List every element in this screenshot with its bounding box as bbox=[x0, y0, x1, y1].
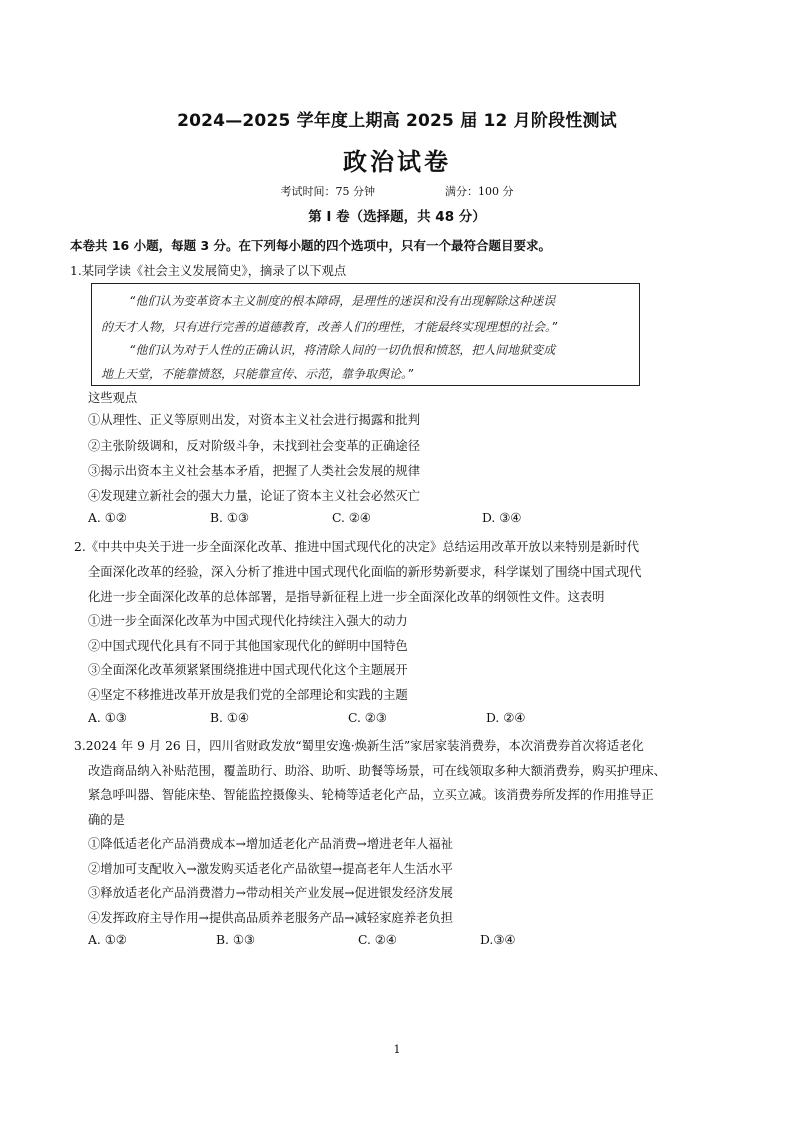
section-heading: 第 I 卷（选择题，共 48 分） bbox=[308, 209, 486, 225]
q3-item-1: ①降低适老化产品消费成本→增加适老化产品消费→增进老年人福祉 bbox=[88, 837, 453, 851]
q1-item-3: ③揭示出资本主义社会基本矛盾，把握了人类社会发展的规律 bbox=[88, 464, 421, 478]
q2-item-2: ②中国式现代化具有不同于其他国家现代化的鲜明中国特色 bbox=[88, 639, 408, 653]
q3-stem-line4: 确的是 bbox=[88, 813, 125, 827]
q1-item-4: ④发现建立新社会的强大力量，论证了资本主义社会必然灭亡 bbox=[88, 489, 421, 503]
q1-option-b[interactable]: B. ①③ bbox=[210, 511, 249, 525]
q1-quote2-line1: “他们认为对于人性的正确认识，将清除人间的一切仇恨和愤怒，把人间地狱变成 bbox=[129, 343, 556, 357]
full-score: 满分：100 分 bbox=[445, 185, 514, 198]
q2-stem-line3: 化进一步全面深化改革的总体部署，是指导新征程上进一步全面深化改革的纲领性文件。这表明 bbox=[88, 590, 605, 604]
q2-stem-line2: 全面深化改革的经验，深入分析了推进中国式现代化面临的新形势新要求，科学谋划了围绕中国式现代 bbox=[88, 565, 642, 579]
q3-stem-line1: 3.2024 年 9 月 26 日，四川省财政发放“蜀里安逸·焕新生活”家居家装消费券，本次消费券首次将适老化 bbox=[74, 739, 644, 753]
q3-option-a[interactable]: A. ①② bbox=[88, 933, 127, 947]
subject-title: 政治试卷 bbox=[343, 148, 451, 176]
q2-item-3: ③全面深化改革须紧紧围绕推进中国式现代化这个主题展开 bbox=[88, 663, 408, 677]
q1-item-1: ①从理性、正义等原则出发，对资本主义社会进行揭露和批判 bbox=[88, 413, 421, 427]
q3-item-2: ②增加可支配收入→激发购买适老化产品欲望→提高老年人生活水平 bbox=[88, 862, 453, 876]
q3-option-b[interactable]: B. ①③ bbox=[216, 933, 255, 947]
q2-options bbox=[88, 711, 525, 725]
q2-option-a[interactable]: A. ①③ bbox=[88, 711, 127, 725]
q1-option-c[interactable]: C. ②④ bbox=[332, 511, 371, 525]
q2-stem-line1: 2.《中共中央关于进一步全面深化改革、推进中国式现代化的决定》总结运用改革开放以来特别是新时代 bbox=[74, 540, 640, 554]
q2-item-1: ①进一步全面深化改革为中国式现代化持续注入强大的动力 bbox=[88, 614, 408, 628]
q3-stem-line2: 改造商品纳入补贴范围，覆盖助行、助浴、助听、助餐等场景，可在线领取多种大额消费券，购买护理床、 bbox=[88, 764, 666, 778]
q2-option-b[interactable]: B. ①④ bbox=[210, 711, 249, 725]
q1-stem: 1.某同学读《社会主义发展简史》，摘录了以下观点 bbox=[70, 264, 347, 278]
q3-option-c[interactable]: C. ②④ bbox=[358, 933, 397, 947]
exam-title: 2024—2025 学年度上期高 2025 届 12 月阶段性测试 bbox=[177, 111, 617, 131]
q3-stem-line3: 紧急呼叫器、智能床垫、智能监控摄像头、轮椅等适老化产品，立买立减。该消费券所发挥的作用推导正 bbox=[88, 788, 654, 802]
q3-options bbox=[88, 933, 515, 947]
q1-option-d[interactable]: D. ③④ bbox=[482, 511, 522, 525]
q3-option-d[interactable]: D.③④ bbox=[480, 933, 516, 947]
exam-time: 考试时间：75 分钟 bbox=[280, 185, 375, 198]
q1-quote2-line2: 地上天堂，不能靠愤怒，只能靠宣传、示范，靠争取舆论。” bbox=[101, 367, 414, 381]
q1-quote1-line1: “他们认为变革资本主义制度的根本障碍，是理性的迷误和没有出现解除这种迷误 bbox=[129, 294, 556, 308]
q2-option-c[interactable]: C. ②③ bbox=[348, 711, 387, 725]
q2-option-d[interactable]: D. ②④ bbox=[486, 711, 526, 725]
q1-options bbox=[88, 511, 521, 525]
q1-quote1-line2: 的天才人物，只有进行完善的道德教育，改善人们的理性，才能最终实现理想的社会。” bbox=[101, 320, 558, 334]
exam-info bbox=[0, 183, 794, 199]
instructions: 本卷共 16 小题，每题 3 分。在下列每小题的四个选项中，只有一个最符合题目要求。 bbox=[70, 238, 552, 253]
q1-lead: 这些观点 bbox=[88, 391, 138, 405]
q1-option-a[interactable]: A. ①② bbox=[88, 511, 127, 525]
q3-item-4: ④发挥政府主导作用→提供高品质养老服务产品→减轻家庭养老负担 bbox=[88, 911, 453, 925]
q3-item-3: ③释放适老化产品消费潜力→带动相关产业发展→促进银发经济发展 bbox=[88, 886, 453, 900]
q1-item-2: ②主张阶级调和，反对阶级斗争，未找到社会变革的正确途径 bbox=[88, 439, 421, 453]
page-number: 1 bbox=[393, 1043, 401, 1056]
q2-item-4: ④坚定不移推进改革开放是我们党的全部理论和实践的主题 bbox=[88, 688, 408, 702]
